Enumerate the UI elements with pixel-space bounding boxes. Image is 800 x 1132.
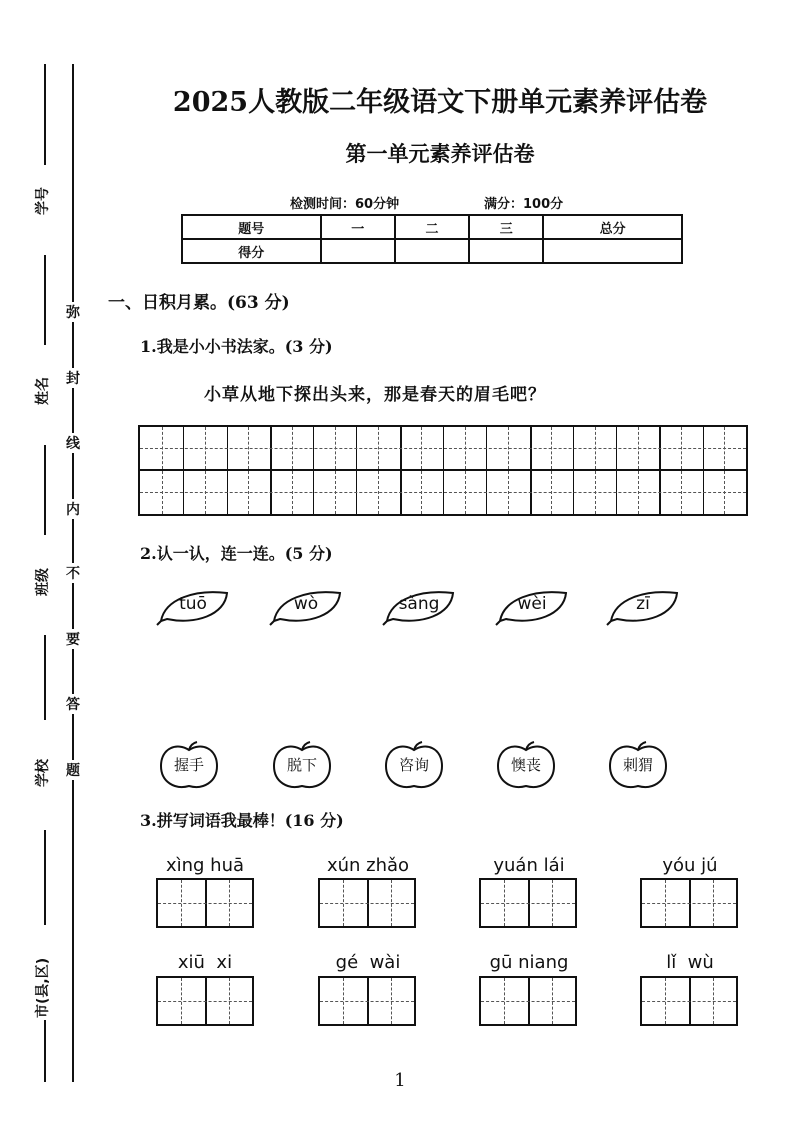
grid-guide: [320, 903, 414, 904]
word-label: 刺猬: [622, 756, 653, 774]
grid-guide: [229, 880, 230, 926]
score-row-label: 得分: [182, 239, 321, 263]
grid-guide: [391, 880, 392, 926]
pinyin-label: wèi: [517, 594, 547, 614]
seal-char: 封: [63, 368, 83, 388]
score-table-header-row: [182, 215, 682, 239]
q3-pinyin: xìng huā: [165, 855, 245, 876]
calligraphy-sentence: 小草从地下探出头来，那是春天的眉毛吧？: [204, 385, 546, 405]
grid-guide: [181, 880, 182, 926]
score-table-score-row: [182, 239, 682, 263]
grid-guide: [343, 978, 344, 1024]
pinyin-label: sàng: [398, 594, 440, 614]
grid-guide: [320, 1001, 414, 1002]
grid-guide: [713, 880, 714, 926]
page-number: 1: [394, 1070, 406, 1091]
grid-guide: [140, 448, 746, 449]
word-writing-grid[interactable]: [318, 878, 416, 928]
word-apple[interactable]: [606, 740, 670, 792]
score-cell[interactable]: [469, 239, 543, 263]
pinyin-leaf[interactable]: [605, 585, 681, 627]
grid-guide: [665, 880, 666, 926]
section-heading: 一、日积月累。(63 分): [108, 293, 290, 313]
score-table: [181, 214, 683, 264]
pinyin-label: zī: [636, 594, 650, 614]
q3-pinyin: gé wài: [335, 952, 401, 973]
calligraphy-grid[interactable]: [138, 425, 748, 516]
score-table-header: 总分: [543, 215, 682, 239]
pinyin-leaf[interactable]: [155, 585, 231, 627]
word-label: 脱下: [286, 756, 317, 774]
q3-pinyin: yóu jú: [662, 855, 718, 876]
word-apple[interactable]: [382, 740, 446, 792]
city-label: 市(县,区): [35, 957, 51, 1018]
word-writing-grid[interactable]: [156, 878, 254, 928]
word-apple[interactable]: [157, 740, 221, 792]
word-label: 握手: [173, 756, 204, 774]
seal-char: 题: [63, 760, 83, 780]
word-label: 懊丧: [510, 756, 541, 774]
score-table-header: 三: [469, 215, 543, 239]
question-1-heading: 1.我是小小书法家。(3 分): [140, 337, 333, 356]
q3-pinyin: xiū xi: [177, 952, 233, 973]
grid-guide: [504, 978, 505, 1024]
grid-guide: [665, 978, 666, 1024]
grid-guide: [181, 978, 182, 1024]
pinyin-leaf[interactable]: [268, 585, 344, 627]
question-2-heading: 2.认一认，连一连。(5 分): [140, 544, 333, 563]
grid-guide: [391, 978, 392, 1024]
q3-pinyin: xún zhǎo: [326, 855, 410, 876]
seal-char: 线: [63, 433, 83, 453]
grid-guide: [158, 903, 252, 904]
score-cell[interactable]: [543, 239, 682, 263]
grid-guide: [713, 978, 714, 1024]
grid-guide: [552, 880, 553, 926]
class-label: 班级: [35, 568, 51, 596]
student-id-label: 学号: [35, 187, 51, 215]
pinyin-label: tuō: [179, 594, 207, 614]
word-writing-grid[interactable]: [479, 878, 577, 928]
word-writing-grid[interactable]: [640, 878, 738, 928]
word-writing-grid[interactable]: [156, 976, 254, 1026]
page-title: 2025人教版二年级语文下册单元素养评估卷: [172, 87, 708, 118]
seal-char: 内: [63, 499, 83, 519]
test-time: 检测时间：60分钟: [290, 197, 400, 212]
grid-guide: [343, 880, 344, 926]
full-score: 满分：100分: [484, 197, 564, 212]
grid-guide: [504, 880, 505, 926]
pinyin-label: wò: [293, 594, 319, 614]
word-writing-grid[interactable]: [479, 976, 577, 1026]
name-label: 姓名: [35, 377, 51, 405]
word-apple[interactable]: [270, 740, 334, 792]
score-cell[interactable]: [395, 239, 469, 263]
q3-pinyin: gū niang: [489, 952, 569, 973]
grid-guide: [642, 1001, 736, 1002]
word-label: 咨询: [398, 756, 429, 774]
seal-char: 要: [63, 629, 83, 649]
score-table-header: 一: [321, 215, 395, 239]
grid-guide: [229, 978, 230, 1024]
grid-guide: [481, 903, 575, 904]
q3-pinyin: lǐ wù: [666, 952, 714, 973]
seal-char: 弥: [63, 302, 83, 322]
score-table-header: 二: [395, 215, 469, 239]
grid-guide: [552, 978, 553, 1024]
word-writing-grid[interactable]: [318, 976, 416, 1026]
seal-char: 答: [63, 694, 83, 714]
score-table-header: 题号: [182, 215, 321, 239]
grid-guide: [158, 1001, 252, 1002]
score-cell[interactable]: [321, 239, 395, 263]
seal-char: 不: [63, 563, 83, 583]
grid-guide: [642, 903, 736, 904]
school-label: 学校: [35, 759, 51, 787]
word-apple[interactable]: [494, 740, 558, 792]
word-writing-grid[interactable]: [640, 976, 738, 1026]
grid-guide: [481, 1001, 575, 1002]
grid-guide: [140, 492, 746, 493]
question-3-heading: 3.拼写词语我最棒！(16 分): [140, 811, 344, 830]
pinyin-leaf[interactable]: [381, 585, 457, 627]
page-subtitle: 第一单元素养评估卷: [345, 141, 535, 166]
q3-pinyin: yuán lái: [493, 855, 565, 876]
pinyin-leaf[interactable]: [494, 585, 570, 627]
